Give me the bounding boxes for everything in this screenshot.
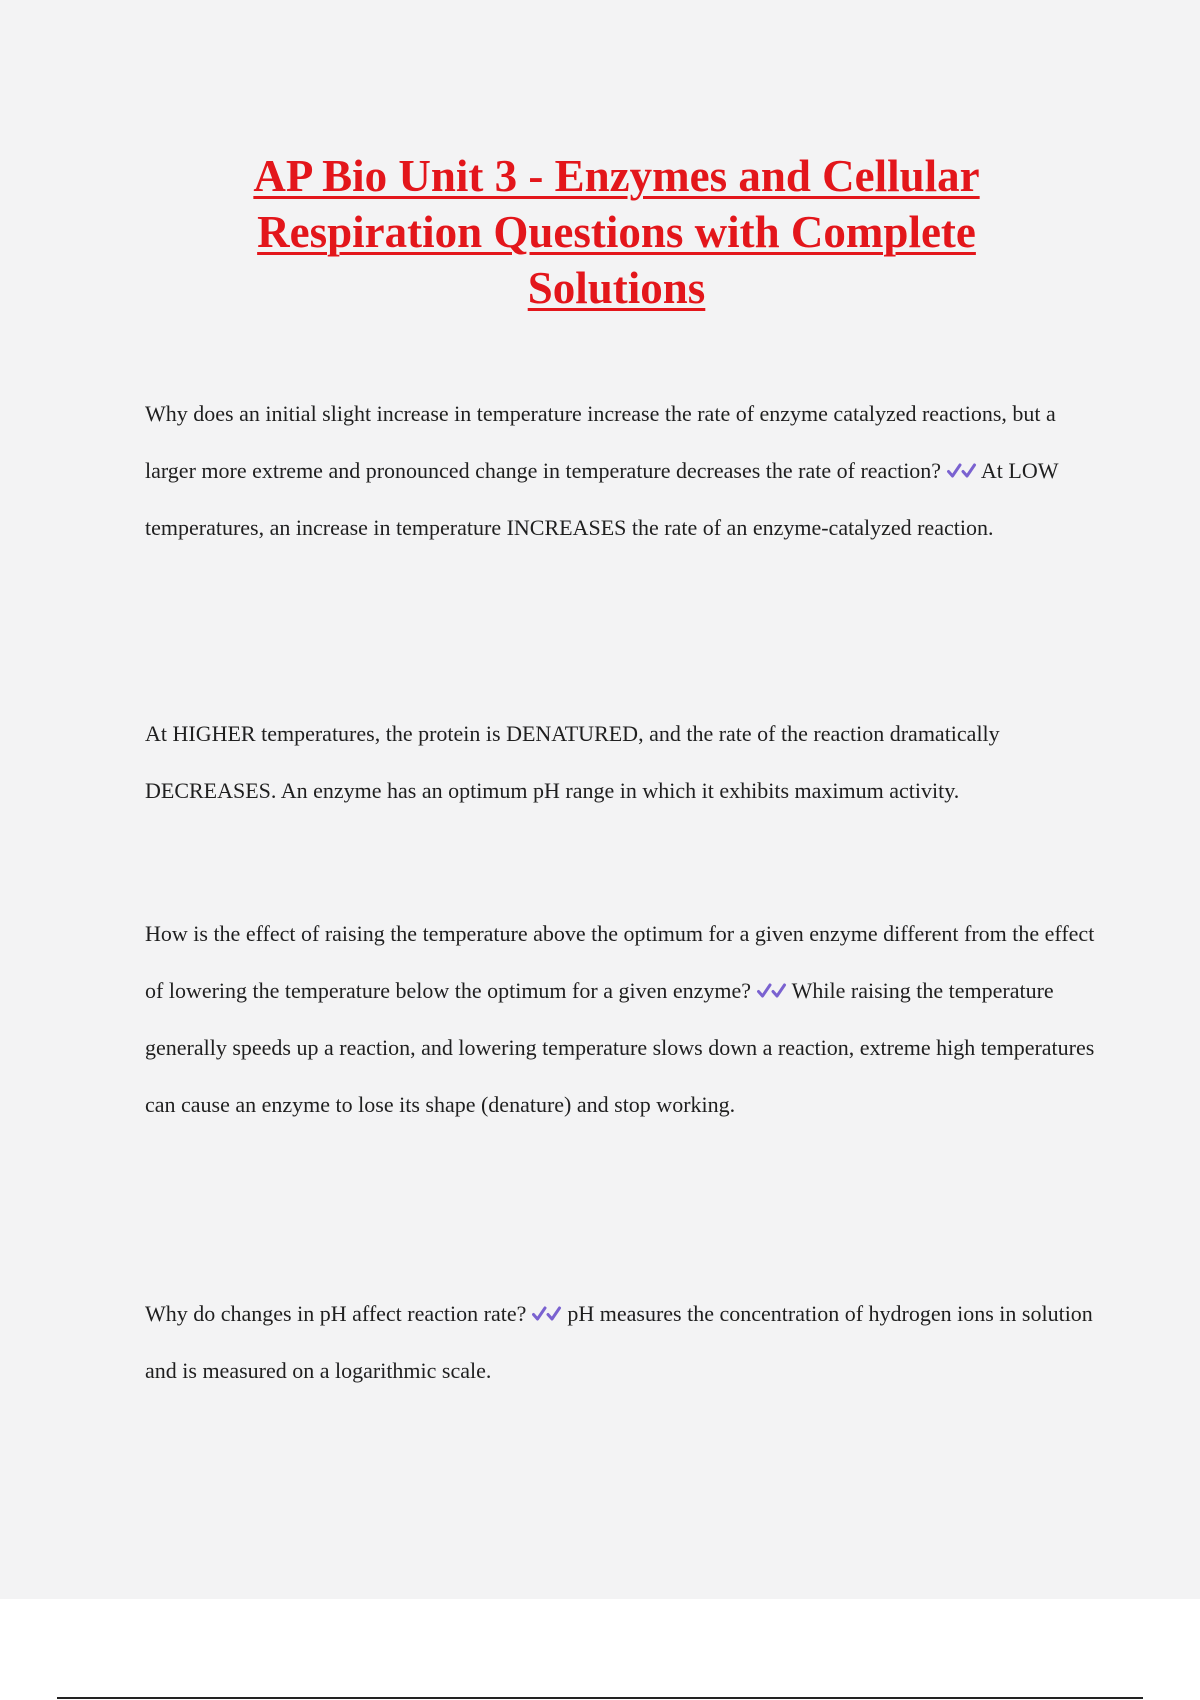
answer-text: While raising the temperature generally speeds up a reaction, and lowering temperature slows down a reaction, extreme high temperatures can cause an enzyme to lose its shape (denature) and stop working. [145,978,1095,1117]
qa-block-4 [145,1285,1095,1399]
answer-text: At LOW temperatures, an increase in temperature INCREASES the rate of an enzyme-catalyzed reaction. [145,458,1059,540]
double-check-icon [947,462,977,480]
qa-block-3 [145,905,1095,1133]
qa-block-2 [145,705,1095,819]
double-check-icon [757,982,787,1000]
page-divider-line [57,1697,1143,1699]
document-title: AP Bio Unit 3 - Enzymes and Cellular Respiration Questions with Complete Solutions [253,151,980,313]
qa-block-1 [145,385,1095,556]
question-text: Why does an initial slight increase in temperature increase the rate of enzyme catalyzed reactions, but a larger more extreme and pronounced change in temperature decreases the rate of reaction? [145,401,1056,483]
double-check-icon [532,1305,562,1323]
question-text: How is the effect of raising the temperature above the optimum for a given enzyme different from the effect of lowering the temperature below the optimum for a given enzyme? [145,921,1095,1003]
continuation-text: At HIGHER temperatures, the protein is DENATURED, and the rate of the reaction dramatically DECREASES. An enzyme has an optimum pH range in which it exhibits maximum activity. [145,721,1000,803]
question-text: Why do changes in pH affect reaction rate? [145,1301,527,1326]
answer-text: pH measures the concentration of hydrogen ions in solution and is measured on a logarithmic scale. [145,1301,1093,1383]
